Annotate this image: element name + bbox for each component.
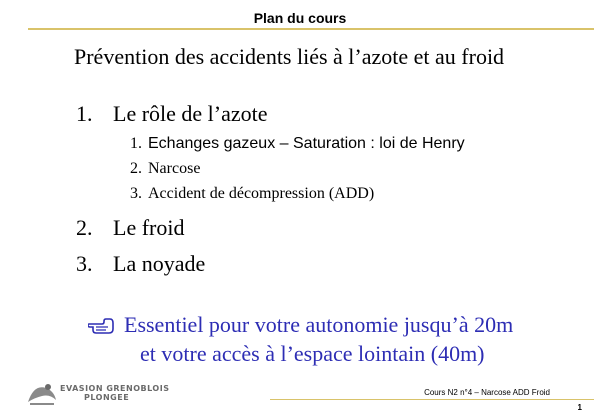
list-item-label: Le rôle de l’azote <box>113 101 268 126</box>
list-item-2 <box>76 215 184 241</box>
pointing-hand-icon <box>88 312 114 341</box>
essentiel-line-2: et votre accès à l’espace lointain (40m) <box>140 341 485 366</box>
header-divider <box>28 28 594 30</box>
essentiel-text-1: Essentiel pour votre autonomie jusqu’à 20m <box>124 312 514 337</box>
sublist-item-label: Accident de décompression (ADD) <box>148 185 375 202</box>
footer-divider <box>270 399 594 400</box>
page-number: 1 <box>577 403 582 412</box>
sublist-item-number: 2. <box>130 160 142 177</box>
list-item-number: 1. <box>76 101 93 126</box>
sublist-item-1 <box>130 135 465 153</box>
list-item-number: 3. <box>76 251 93 276</box>
slide-title: Prévention des accidents liés à l’azote et au froid <box>74 44 505 69</box>
list-item-number: 2. <box>76 215 93 240</box>
header-title: Plan du cours <box>253 10 347 26</box>
diver-logo-icon <box>24 380 60 408</box>
list-item-label: La noyade <box>113 251 206 276</box>
sublist-item-number: 3. <box>130 185 142 202</box>
sublist-item-3 <box>130 185 374 203</box>
list-item-3 <box>76 251 205 277</box>
logo-text-line-1: EVASION GRENOBLOIS <box>60 384 170 393</box>
sublist-item-label: Echanges gazeux – Saturation : loi de Henry <box>148 135 465 152</box>
sublist-item-2 <box>130 160 200 178</box>
list-item-1 <box>76 101 268 127</box>
footer-course-label: Cours N2 n°4 – Narcose ADD Froid <box>424 388 550 397</box>
logo-text-line-2: PLONGEE <box>84 393 130 402</box>
sublist-item-label: Narcose <box>148 160 201 177</box>
club-logo <box>24 380 174 408</box>
essentiel-line-1 <box>88 310 513 341</box>
sublist-item-number: 1. <box>130 135 142 152</box>
list-item-label: Le froid <box>113 215 185 240</box>
